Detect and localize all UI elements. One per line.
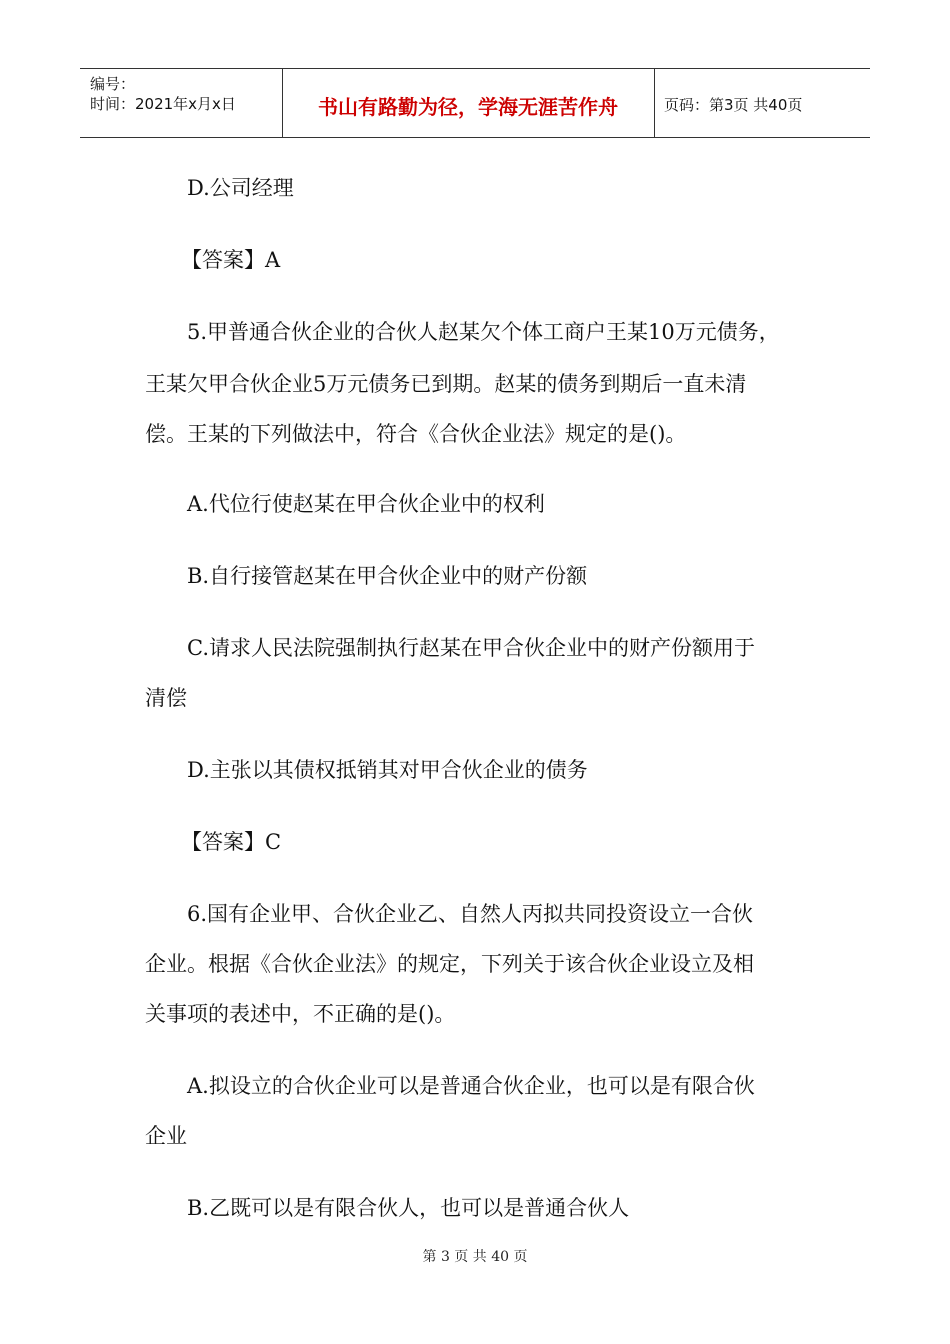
- page-footer: 第 3 页 共 40 页: [422, 1249, 528, 1265]
- option-b-line: B.乙既可以是有限合伙人，也可以是普通合伙人: [187, 1196, 630, 1220]
- option-c-line-1: C.请求人民法院强制执行赵某在甲合伙企业中的财产份额用于: [187, 636, 755, 660]
- question-6-line-3: 关事项的表述中，不正确的是()。: [145, 1002, 456, 1026]
- answer-line: 【答案】A: [181, 248, 281, 272]
- question-6-line-2: 企业。根据《合伙企业法》的规定，下列关于该合伙企业设立及相: [145, 952, 754, 976]
- date-label: 时间：2021年x月x日: [90, 95, 236, 113]
- option-a-line-1: A.拟设立的合伙企业可以是普通合伙企业，也可以是有限合伙: [187, 1074, 755, 1098]
- page-header: [80, 68, 870, 138]
- option-c-line-2: 清偿: [145, 686, 187, 710]
- motto-text: 书山有路勤为径，学海无涯苦作舟: [318, 95, 618, 119]
- option-b-line: B.自行接管赵某在甲合伙企业中的财产份额: [187, 564, 588, 588]
- header-page-cell: [654, 69, 870, 137]
- serial-number-label: 编号：: [90, 75, 136, 93]
- question-6-line-1: 6.国有企业甲、合伙企业乙、自然人丙拟共同投资设立一合伙: [187, 902, 754, 926]
- question-5-line-2: 王某欠甲合伙企业5万元债务已到期。赵某的债务到期后一直未清: [145, 372, 747, 396]
- option-a-line: A.代位行使赵某在甲合伙企业中的权利: [187, 492, 545, 516]
- header-motto-cell: [282, 69, 655, 137]
- option-d-line: D.公司经理: [187, 176, 294, 200]
- answer-line: 【答案】C: [181, 830, 282, 854]
- header-info-cell: [80, 69, 283, 137]
- question-5-line-3: 偿。王某的下列做法中，符合《合伙企业法》规定的是()。: [145, 422, 687, 446]
- header-page-number: 页码：第3页 共40页: [664, 96, 803, 114]
- question-5-line-1: 5.甲普通合伙企业的合伙人赵某欠个体工商户王某10万元债务，: [187, 320, 780, 344]
- option-d-line: D.主张以其债权抵销其对甲合伙企业的债务: [187, 758, 588, 782]
- option-a-line-2: 企业: [145, 1124, 187, 1148]
